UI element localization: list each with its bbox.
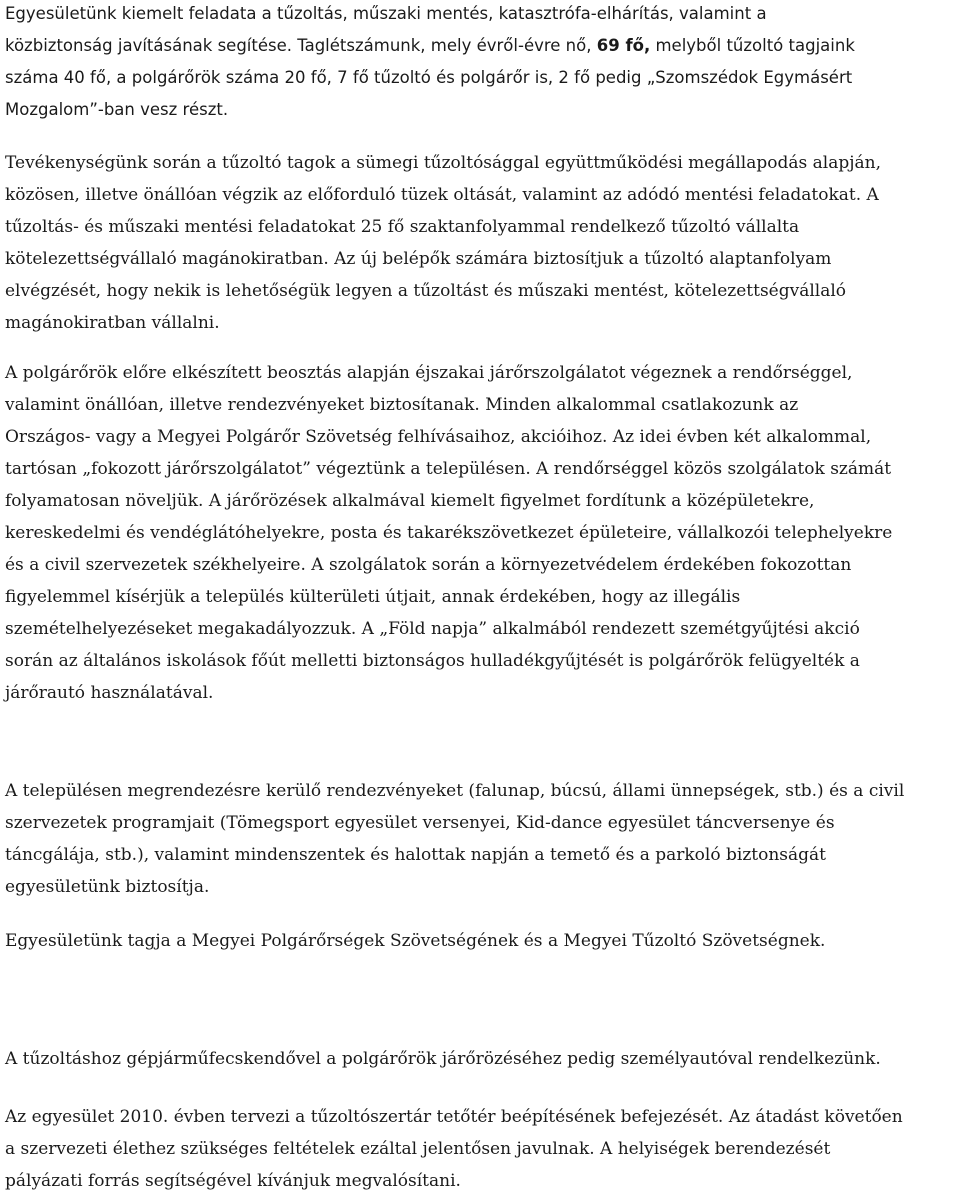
p1-line3: száma 40 fő, a polgárőrök száma 20 fő, 7 fő tűzoltó és polgárőr is, 2 fő pedig „Szomszédok Egymásért [5,68,853,87]
paragraph-plans-2010: Az egyesület 2010. évben tervezi a tűzoltószertár tetőtér beépítésének befejezését. Az átadást követően a szervezeti élethez szükséges feltételek ezáltal jelentősen javulnak. A helyiségek berendezését pályázati forrás segítségével kívánjuk megvalósítani. [5,1107,903,1191]
p1-line4: Mozgalom”-ban vesz részt. [5,100,229,119]
paragraph-events: A településen megrendezésre kerülő rendezvényeket (falunap, búcsú, állami ünnepségek, stb.) és a civil szervezetek programjait (Tömegsport egyesület versenyei, Kid-dance egyesület táncversenye és táncgálája, stb.), valamint mindenszentek és halottak napján a temető és a parkoló biztonságát egyesületünk biztosítja. [5,781,905,897]
paragraph-vehicles: A tűzoltáshoz gépjárműfecskendővel a polgárőrök járőrözéséhez pedig személyautóval rendelkezünk. [5,1049,881,1069]
paragraph-membership [5,0,957,126]
p1-member-count: 69 fő, [596,36,651,55]
paragraph-firefighting: Tevékenységünk során a tűzoltó tagok a sümegi tűzoltósággal együttműködési megállapodás alapján, közösen, illetve önállóan végzik az előforduló tüzek oltását, valamint az adódó mentési feladatokat. A tűzoltás- és műszaki mentési feladatokat 25 fő szaktanfolyammal rendelkező tűzoltó vállalta kötelezettségvállaló magánokiratban. Az új belépők számára biztosítjuk a tűzoltó alaptanfolyam elvégzését, hogy nekik is lehetőségük legyen a tűzoltást és műszaki mentést, kötelezettségvállaló magánokiratban vállalni. [5,153,881,333]
paragraph-membership-associations: Egyesületünk tagja a Megyei Polgárőrségek Szövetségének és a Megyei Tűzoltó Szövetségnek. [5,931,826,951]
p1-line1: Egyesületünk kiemelt feladata a tűzoltás, műszaki mentés, katasztrófa-elhárítás, valamint a [5,4,767,23]
paragraph-civil-guard: A polgárőrök előre elkészített beosztás alapján éjszakai járőrszolgálatot végeznek a rendőrséggel, valamint önállóan, illetve rendezvényeket biztosítanak. Minden alkalommal csatlakozunk az Országos- vagy a Megyei Polgárőr Szövetség felhívásaihoz, akcióihoz. Az idei évben két alkalommal, tartósan „fokozott járőrszolgálatot” végeztünk a településen. A rendőrséggel közös szolgálatok számát folyamatosan növeljük. A járőrözések alkalmával kiemelt figyelmet fordítunk a középületekre, kereskedelmi és vendéglátóhelyekre, posta és takarékszövetkezet épületeire, vállalkozói telephelyekre és a civil szervezetek székhelyeire. A szolgálatok során a környezetvédelem érdekében fokozottan figyelemmel kísérjük a település külterületi útjait, annak érdekében, hogy az illegális szemételhelyezéseket megakadályozzuk. A „Föld napja” alkalmából rendezett szemétgyűjtési akció során az általános iskolások főút melletti biztonságos hulladékgyűjtését is polgárőrök felügyelték a járőrautó használatával. [5,363,893,703]
p1-line2a: közbiztonság javításának segítése. Taglétszámunk, mely évről-évre nő, [5,36,597,55]
p1-line2b: melyből tűzoltó tagjaink [650,36,855,55]
